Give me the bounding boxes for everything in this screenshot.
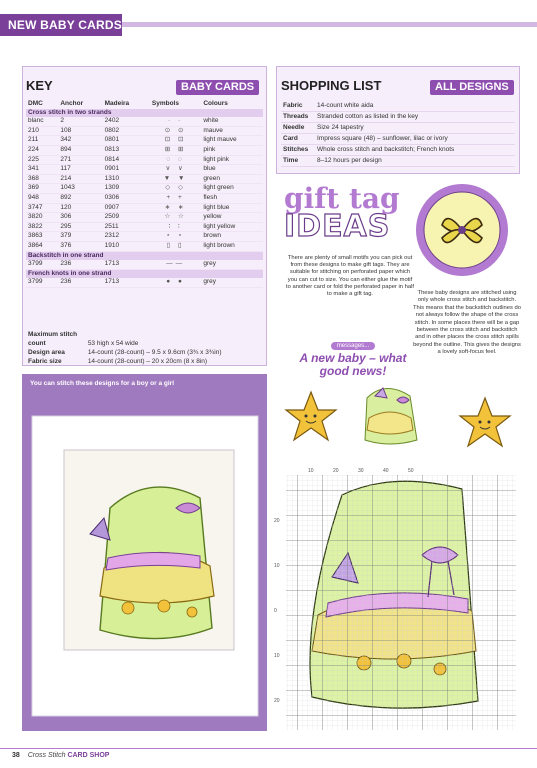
finished-card-photo [28,402,262,722]
key-row [26,184,263,194]
madeira-cell: 2511 [103,222,150,232]
key-table [26,100,263,288]
madeira-cell: 0802 [103,126,150,136]
symbol-cell: ⊡ ⊡ [150,136,201,146]
anchor-cell: 236 [58,260,102,269]
col-dmc: DMC [28,100,43,107]
shopping-row: Card Impress square (48) – sunflower, lilac or ivory [281,134,515,145]
anchor-cell: 117 [58,165,102,175]
shopping-row: Time 8–12 hours per design [281,156,515,167]
messages-callout [288,334,418,378]
colour-cell: light pink [201,155,263,165]
symbol-cell: ⊞ ⊞ [150,145,201,155]
col-symbols: Symbols [151,100,179,107]
chart-left-tick: 10 [274,653,280,659]
madeira-cell: 0907 [103,203,150,213]
summary-line: Maximum stitch count 53 high x 54 wide [28,331,139,347]
stitch-summary [28,330,222,366]
colour-cell: light brown [201,241,263,251]
page-footer [12,752,109,759]
symbol-cell: ∨ ∨ [150,165,201,175]
madeira-cell: 1310 [103,174,150,184]
key-row [26,213,263,223]
chart-left-tick: 10 [274,563,280,569]
madeira-cell: 0801 [103,136,150,146]
key-section-header: Cross stitch in two strands [26,109,263,118]
shopping-table [281,101,515,167]
gift-tag-line2: IDEAS [284,209,391,244]
madeira-cell: 1713 [103,260,150,269]
madeira-cell: 2402 [103,117,150,126]
colour-cell: light mauve [201,136,263,146]
dmc-cell: 3799 [26,278,58,287]
madeira-cell: 0306 [103,193,150,203]
summary-line: Design area 14-count (28-count) – 9.5 x 9.6cm (3¾ x 3¾in) [28,349,222,356]
symbol-cell: ▯ ▯ [150,241,201,251]
chart-left-tick: 0 [274,608,277,614]
key-row [26,117,263,126]
col-anchor: Anchor [60,100,84,107]
col-madeira: Madeira [104,100,130,107]
colour-cell: grey [201,278,263,287]
section-banner: NEW BABY CARDS [0,14,122,36]
pram-motif [355,378,425,456]
key-badge: BABY CARDS [176,80,259,95]
anchor-cell: 306 [58,213,102,223]
footer-rule [0,748,537,749]
madeira-cell: 2312 [103,232,150,242]
colour-cell: mauve [201,126,263,136]
madeira-cell: 1713 [103,278,150,287]
key-header-row [26,100,263,109]
dmc-cell: blanc [26,117,58,126]
key-row [26,155,263,165]
colour-cell: pink [201,145,263,155]
colour-cell: light green [201,184,263,194]
symbol-cell: ⋆ ⋆ [150,232,201,242]
gift-tag-heading [284,182,408,244]
dmc-cell: 3799 [26,260,58,269]
shopping-badge: ALL DESIGNS [430,80,514,95]
star-motif-right [456,394,514,450]
anchor-cell: 295 [58,222,102,232]
colour-cell: brown [201,232,263,242]
gift-tag-line1: gift tag [284,182,400,215]
publication-name: Cross Stitch [27,752,66,759]
madeira-cell: 0813 [103,145,150,155]
key-row [26,278,263,287]
anchor-cell: 1043 [58,184,102,194]
anchor-cell: 376 [58,241,102,251]
key-row [26,193,263,203]
anchor-cell: 271 [58,155,102,165]
banner-stripe [122,22,537,27]
madeira-cell: 0814 [103,155,150,165]
anchor-cell: 120 [58,203,102,213]
shopping-title: SHOPPING LIST [281,78,382,93]
gift-tag-body: There are plenty of small motifs you can pick out from these designs to make gift tags. They are suitable for stitching on perforated paper which you can cut to size. You can either glue the motif to another card or fold the perforated paper in half to make a gift tag. [286,255,414,298]
anchor-cell: 894 [58,145,102,155]
round-gift-tag-illustration [412,180,512,280]
madeira-cell: 1309 [103,184,150,194]
dmc-cell: 3863 [26,232,58,242]
key-row [26,241,263,251]
symbol-cell: ☆ ☆ [150,213,201,223]
anchor-cell: 108 [58,126,102,136]
messages-quote: A new baby – what good news! [299,351,407,378]
dmc-cell: 3747 [26,203,58,213]
key-row [26,126,263,136]
anchor-cell: 2 [58,117,102,126]
stitching-notes: These baby designs are stitched using only whole cross stitch and backstitch. This means that the backstitch outlines do not always follow the shape of the cross stitch. In some places there will be a gap between the cross stitch and backstitch and in other places the cross stitch spills beyond the outline. This gives the designs a lovely soft-focus feel. [413,290,521,356]
shopping-row: Fabric 14-count white aida [281,101,515,112]
key-title: KEY [26,78,53,93]
key-row [26,222,263,232]
symbol-cell: + + [150,193,201,203]
key-row [26,136,263,146]
dmc-cell: 210 [26,126,58,136]
dmc-cell: 948 [26,193,58,203]
col-colours: Colours [203,100,228,107]
key-section-header: Backstitch in one strand [26,251,263,260]
chart-left-tick: 20 [274,698,280,704]
symbol-cell: ∗ ∗ [150,203,201,213]
anchor-cell: 379 [58,232,102,242]
key-section-header: French knots in one strand [26,269,263,278]
anchor-cell: 892 [58,193,102,203]
colour-cell: white [201,117,263,126]
symbol-cell: ▼ ▼ [150,174,201,184]
colour-cell: light yellow [201,222,263,232]
chart-top-tick: 30 [358,468,364,474]
colour-cell: flesh [201,193,263,203]
dmc-cell: 224 [26,145,58,155]
dmc-cell: 369 [26,184,58,194]
dmc-cell: 341 [26,165,58,175]
symbol-cell: ∶ ∶ [150,222,201,232]
key-row [26,232,263,242]
symbol-cell: ◌ ◌ [150,155,201,165]
messages-tag: messages... [331,342,375,350]
dmc-cell: 368 [26,174,58,184]
summary-line: Fabric size 14-count (28-count) – 20 x 20cm (8 x 8in) [28,358,208,365]
dmc-cell: 211 [26,136,58,146]
chart-top-tick: 50 [408,468,414,474]
anchor-cell: 342 [58,136,102,146]
key-row [26,203,263,213]
shopping-row: Threads Stranded cotton as listed in the key [281,112,515,123]
cross-stitch-chart [272,465,522,735]
colour-cell: yellow [201,213,263,223]
madeira-cell: 2509 [103,213,150,223]
anchor-cell: 236 [58,278,102,287]
madeira-cell: 0901 [103,165,150,175]
photo-caption: You can stitch these designs for a boy or a girl [30,380,174,387]
chart-top-tick: 10 [308,468,314,474]
colour-cell: light blue [201,203,263,213]
page-number: 38 [12,752,20,759]
symbol-cell: —— [150,260,201,269]
colour-cell: grey [201,260,263,269]
symbol-cell: ⊙ ⊙ [150,126,201,136]
madeira-cell: 1910 [103,241,150,251]
dmc-cell: 3864 [26,241,58,251]
star-motif-left [282,388,340,444]
key-row [26,174,263,184]
anchor-cell: 214 [58,174,102,184]
publication-section: CARD SHOP [67,752,110,759]
shopping-row: Stitches Whole cross stitch and backstitch; French knots [281,145,515,156]
chart-top-tick: 40 [383,468,389,474]
colour-cell: blue [201,165,263,175]
chart-left-tick: 20 [274,518,280,524]
symbol-cell: · · [150,117,201,126]
dmc-cell: 3822 [26,222,58,232]
dmc-cell: 225 [26,155,58,165]
key-row [26,145,263,155]
symbol-cell: ● ● [150,278,201,287]
colour-cell: green [201,174,263,184]
symbol-cell: ◇ ◇ [150,184,201,194]
key-row [26,260,263,269]
dmc-cell: 3820 [26,213,58,223]
shopping-row: Needle Size 24 tapestry [281,123,515,134]
chart-top-tick: 20 [333,468,339,474]
key-row [26,165,263,175]
